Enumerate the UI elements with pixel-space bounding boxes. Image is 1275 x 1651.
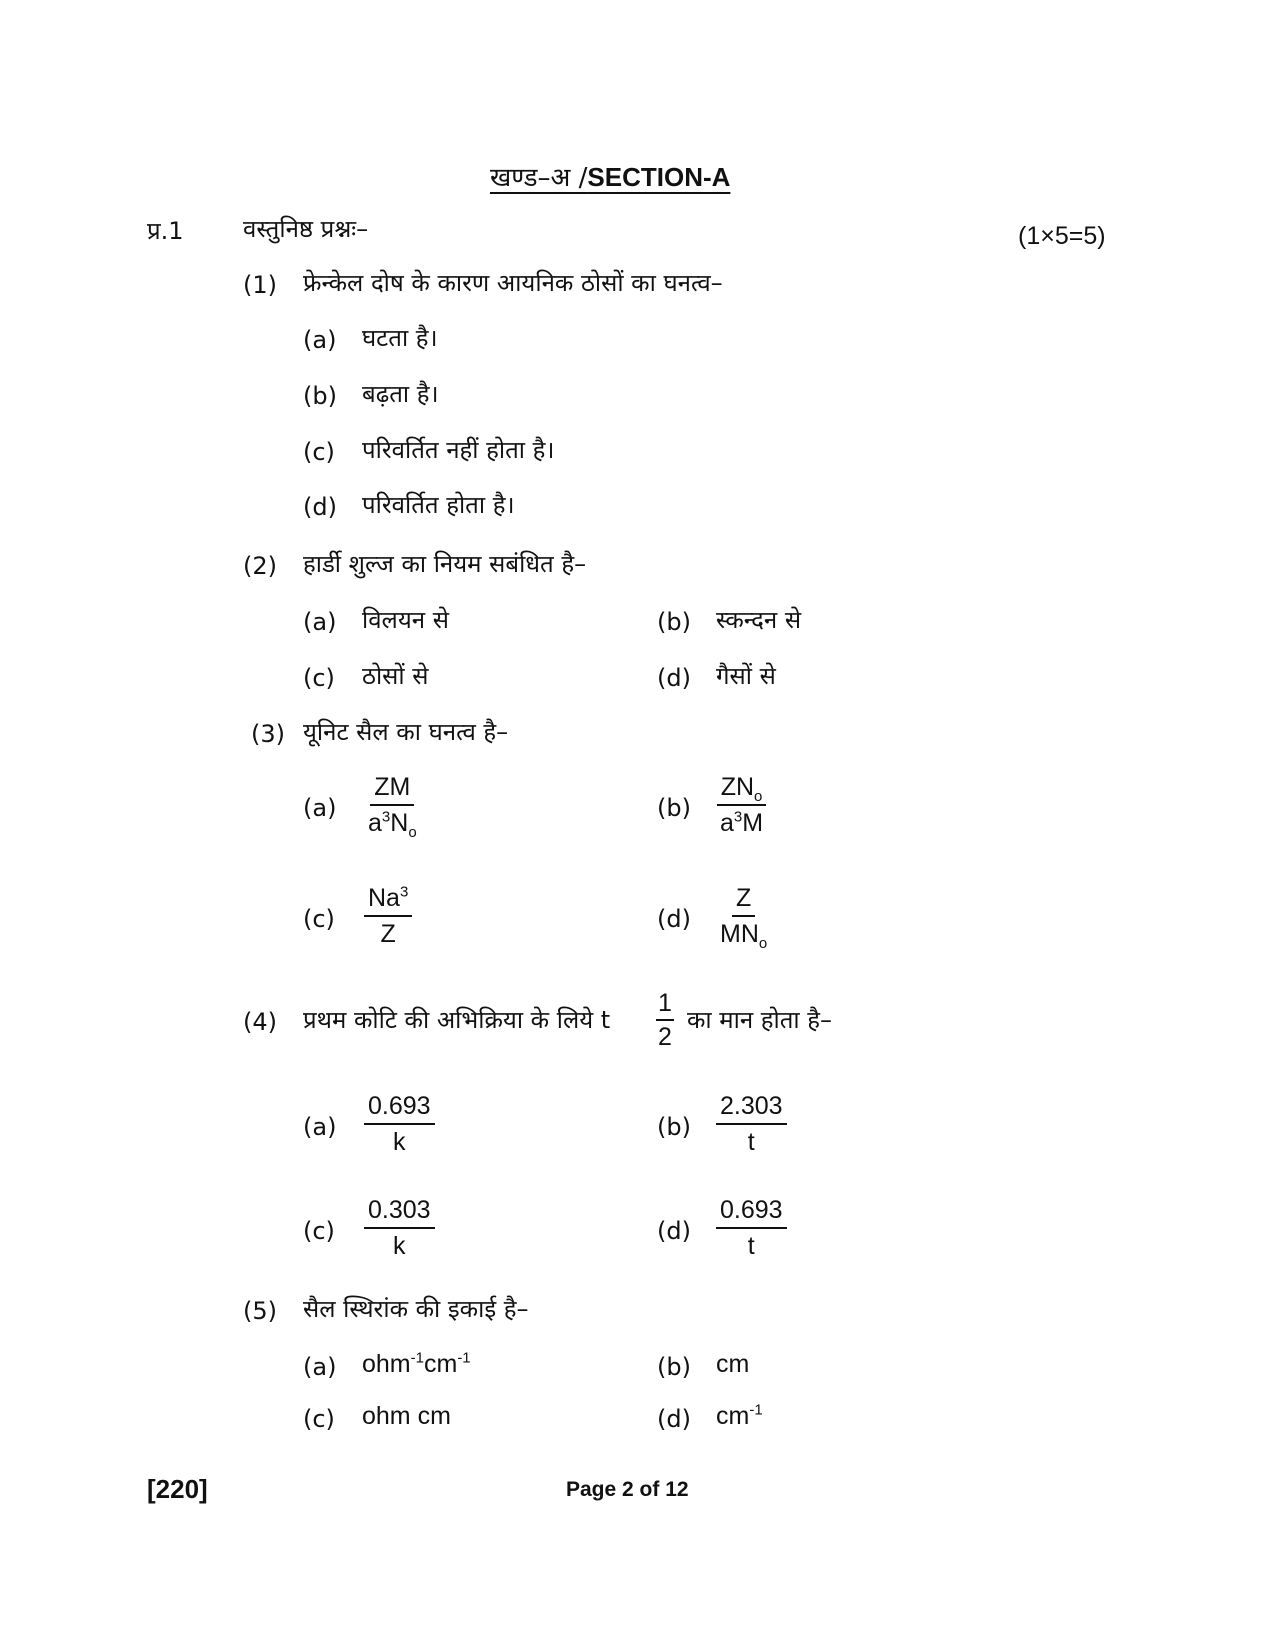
item-3-a-den-sub: o: [408, 824, 417, 841]
item-4-option-c-label: (c): [303, 1217, 335, 1245]
item-3-b-num-sub: o: [754, 788, 763, 805]
item-3-option-d-fraction: [716, 883, 771, 952]
item-2-text: हार्डी शुल्ज का नियम सबंधित है–: [303, 550, 587, 578]
item-1-option-b-text: बढ़ता है।: [362, 380, 439, 408]
item-4-option-d-fraction: [716, 1195, 787, 1261]
item-1-text: फ्रेन्केल दोष के कारण आयनिक ठोसों का घनत्व–: [303, 269, 723, 297]
item-3-c-num-sup: 3: [399, 883, 409, 901]
item-3-option-a-label: (a): [303, 794, 337, 822]
item-3-b-den-main: a: [720, 809, 734, 837]
item-5-number: (5): [243, 1297, 277, 1325]
item-3-a-den-tail: N: [390, 809, 409, 837]
item-5-a-t1: ohm: [362, 1350, 411, 1378]
item-1-option-c-label: (c): [303, 438, 335, 466]
item-3-option-c-fraction: [364, 883, 412, 949]
item-4-b-num: 2.303: [716, 1091, 787, 1125]
item-5-option-a-label: (a): [303, 1353, 337, 1381]
item-2-number: (2): [243, 552, 277, 580]
item-4-half-num: 1: [656, 988, 674, 1021]
item-3-b-num-main: ZN: [720, 773, 755, 801]
item-4-d-den: t: [747, 1232, 755, 1260]
item-4-d-num: 0.693: [716, 1195, 787, 1229]
item-5-option-d-value: [716, 1402, 763, 1431]
item-4-c-num: 0.303: [364, 1195, 435, 1229]
item-2-option-d-text: गैसों से: [716, 662, 776, 690]
item-4-option-c-fraction: [364, 1195, 435, 1261]
item-1-number: (1): [243, 271, 277, 299]
item-4-a-den: k: [393, 1128, 406, 1156]
item-5-a-s1: -1: [410, 1349, 424, 1367]
item-3-d-den-sub: o: [758, 935, 768, 952]
item-4-number: (4): [243, 1008, 277, 1036]
section-title: [490, 158, 730, 194]
item-5-d-s1: -1: [749, 1401, 763, 1419]
item-3-a-den-sup: 3: [381, 808, 391, 826]
item-4-option-a-label: (a): [303, 1113, 337, 1141]
question-heading: वस्तुनिष्ठ प्रश्नः–: [243, 215, 369, 243]
item-5-text: सैल स्थिरांक की इकाई है–: [303, 1295, 529, 1323]
item-5-option-a-value: [362, 1350, 471, 1379]
item-4-option-b-fraction: [716, 1091, 787, 1157]
question-number: प्र.1: [147, 217, 184, 245]
item-5-option-d-label: (d): [657, 1405, 691, 1433]
item-3-option-b-fraction: [716, 772, 767, 838]
item-3-c-num-main: Na: [368, 884, 400, 912]
item-3-b-den-tail: M: [742, 809, 764, 837]
item-5-option-c-value: ohm cm: [362, 1402, 451, 1430]
item-3-b-den-sup: 3: [733, 808, 743, 826]
section-title-hindi: खण्ड–अ /: [490, 163, 588, 193]
item-1-option-d-label: (d): [303, 493, 337, 521]
item-4-option-d-label: (d): [657, 1217, 691, 1245]
item-1-option-d-text: परिवर्तित होता है।: [362, 491, 515, 519]
item-4-a-num: 0.693: [364, 1091, 435, 1125]
section-title-english: SECTION-A: [587, 162, 731, 192]
item-4-c-den: k: [393, 1232, 406, 1260]
item-3-a-numerator: ZM: [374, 773, 411, 801]
item-4-text-before: प्रथम कोटि की अभिक्रिया के लिये t: [303, 1006, 611, 1034]
item-5-option-b-label: (b): [657, 1353, 691, 1381]
item-4-option-b-label: (b): [657, 1113, 691, 1141]
item-3-number: (3): [251, 720, 285, 748]
item-3-option-d-label: (d): [657, 905, 691, 933]
item-2-option-d-label: (d): [657, 664, 691, 692]
item-3-text: यूनिट सैल का घनत्व है–: [303, 718, 509, 746]
item-2-option-c-label: (c): [303, 664, 335, 692]
paper-code: [220]: [147, 1474, 208, 1504]
item-5-option-c-label: (c): [303, 1405, 335, 1433]
page-number: Page 2 of 12: [566, 1478, 689, 1501]
item-4-half-fraction: [656, 988, 674, 1052]
item-2-option-b-label: (b): [657, 608, 691, 636]
item-2-option-b-text: स्कन्दन से: [716, 606, 802, 634]
item-5-a-s2: -1: [457, 1349, 471, 1367]
item-3-d-den-main: MN: [720, 920, 759, 948]
item-3-option-b-label: (b): [657, 794, 691, 822]
item-3-option-a-fraction: [364, 772, 421, 841]
item-5-option-b-value: cm: [716, 1350, 750, 1378]
item-1-option-a-label: (a): [303, 326, 337, 354]
item-1-option-c-text: परिवर्तित नहीं होता है।: [362, 436, 555, 464]
item-3-d-num-main: Z: [735, 884, 752, 912]
item-2-option-a-text: विलयन से: [362, 606, 449, 634]
item-4-b-den: t: [747, 1128, 755, 1156]
item-5-a-t2: cm: [423, 1350, 458, 1378]
item-5-d-t1: cm: [716, 1402, 750, 1430]
item-1-option-a-text: घटता है।: [362, 324, 438, 352]
question-marks: (1×5=5): [1018, 222, 1106, 250]
item-3-c-den-main: Z: [380, 920, 396, 948]
item-3-option-c-label: (c): [303, 905, 335, 933]
item-2-option-c-text: ठोसों से: [362, 662, 429, 690]
item-1-option-b-label: (b): [303, 382, 337, 410]
item-3-a-den-main: a: [368, 809, 382, 837]
item-4-text-after: का मान होता है–: [687, 1006, 833, 1034]
item-2-option-a-label: (a): [303, 608, 337, 636]
item-4-half-den: 2: [658, 1023, 672, 1051]
item-4-option-a-fraction: [364, 1091, 435, 1157]
